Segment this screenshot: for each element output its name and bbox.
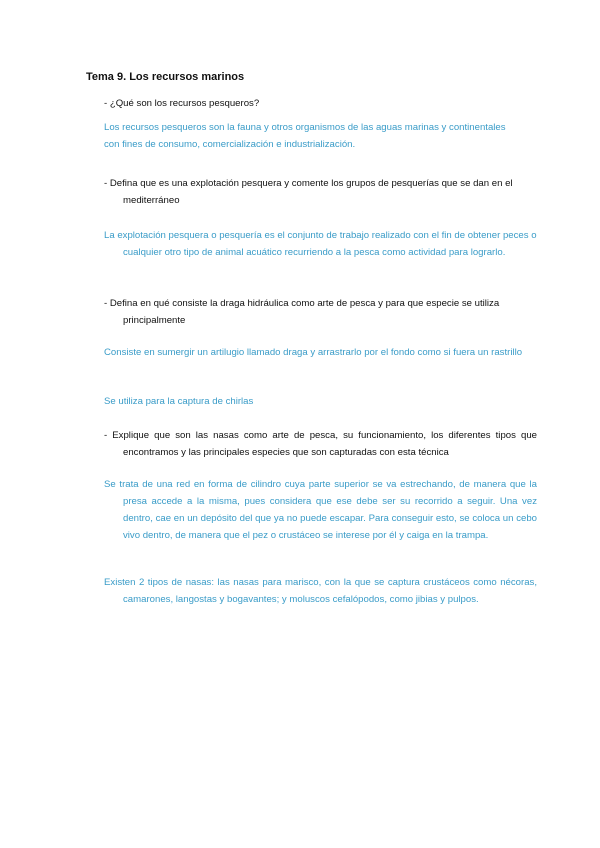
question-3: - Defina en qué consiste la draga hidráulica como arte de pesca y para que especie se utiliza principalmente	[104, 298, 500, 326]
answer-1: Los recursos pesqueros son la fauna y otros organismos de las aguas marinas y continentales con fines de consumo, comercialización e industrialización.	[104, 122, 506, 150]
document-title: Tema 9. Los recursos marinos	[86, 71, 245, 83]
answer-3-species: Se utiliza para la captura de chirlas	[104, 396, 254, 407]
answer-4-types: Existen 2 tipos de nasas: las nasas para marisco, con la que se captura crustáceos como nécoras, camarones, langostas y bogavantes; y moluscos cefalópodos, como jibias y pulpos.	[104, 577, 537, 605]
answer-4: Se trata de una red en forma de cilindro cuya parte superior se va estrechando, de manera que la presa accede a la misma, pues considera que ese debe ser su recorrido a seguir. Una vez dentro, cae en un depósito del que ya no puede escapar. Para conseguir esto, se coloca un cebo vivo dentro, de manera que el pez o crustáceo se interese por él y caiga en la trampa.	[104, 479, 537, 541]
question-2: - Defina que es una explotación pesquera y comente los grupos de pesquerías que se dan en el mediterráneo	[104, 178, 513, 206]
answer-3: Consiste en sumergir un artilugio llamado draga y arrastrarlo por el fondo como si fuera un rastrillo	[104, 347, 523, 358]
question-4: - Explique que son las nasas como arte de pesca, su funcionamiento, los diferentes tipos que encontramos y las principales especies que son capturadas con esta técnica	[104, 430, 537, 458]
question-1: - ¿Qué son los recursos pesqueros?	[104, 98, 260, 109]
answer-2: La explotación pesquera o pesquería es el conjunto de trabajo realizado con el fin de obtener peces o cualquier otro tipo de animal acuático recurriendo a la pesca como actividad para lograrlo.	[104, 230, 537, 258]
